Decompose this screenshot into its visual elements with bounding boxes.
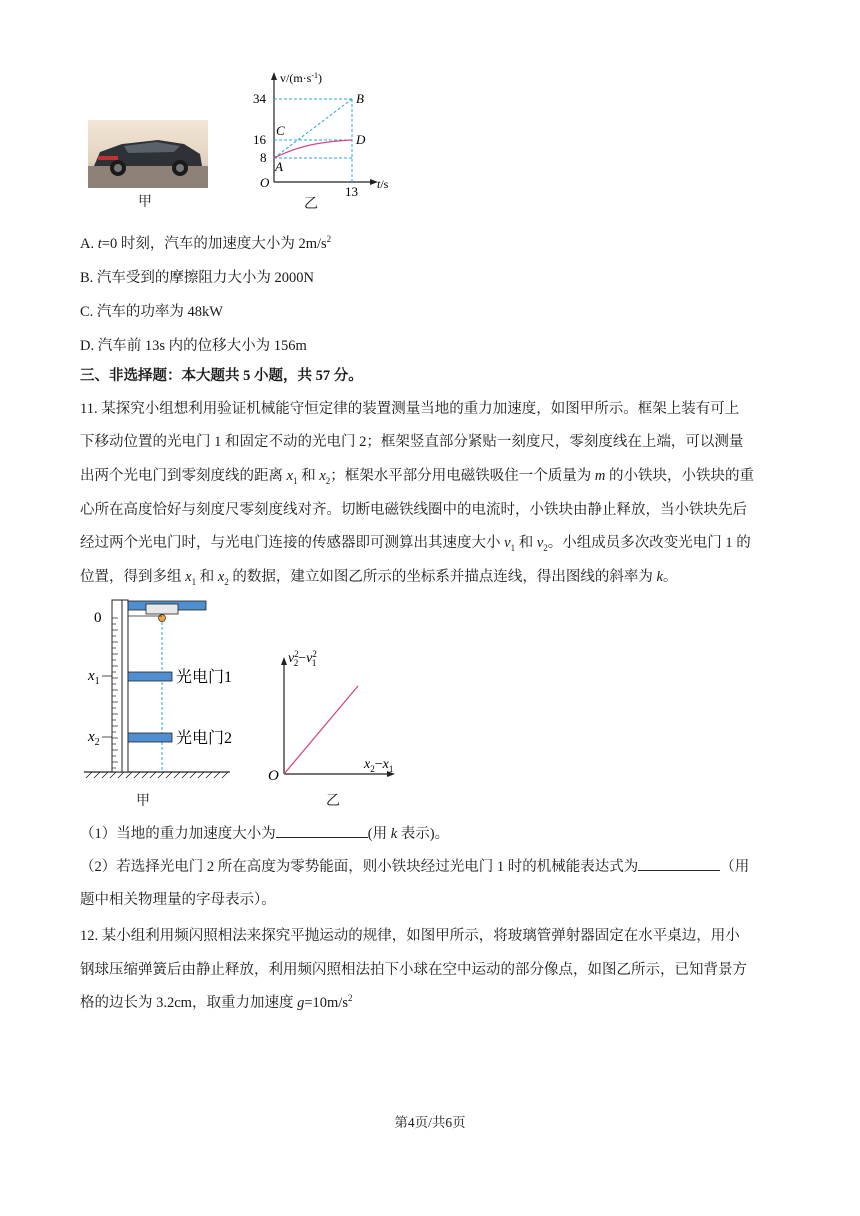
car-photo: [88, 120, 208, 188]
option-D: D. 汽车前 13s 内的位移大小为 156m: [80, 338, 307, 354]
q11-graph: [260, 640, 400, 785]
q11-line1: 11. 某探究小组想利用验证机械能守恒定律的装置测量当地的重力加速度，如图甲所示。框架上装有可上: [80, 401, 740, 417]
vt-dash-AB: [274, 99, 352, 158]
vt-x-label: t/s: [377, 177, 389, 191]
vt-point-C: C: [276, 123, 285, 138]
vt-point-D: D: [356, 132, 366, 147]
vt-y-arrow: [271, 72, 277, 80]
option-C: C. 汽车的功率为 48kW: [80, 304, 223, 320]
q11-line2: 下移动位置的光电门 1 和固定不动的光电门 2；框架竖直部分紧贴一刻度尺，零刻度线在上端，可以测量: [80, 434, 744, 450]
frame-vertical: [122, 600, 128, 772]
vt-y-label: $v/(m\cdot s^{-1})$: [280, 71, 323, 85]
q11-fig-caption-right: 乙: [326, 794, 340, 809]
q11-line5: 经过两个光电门时，与光电门连接的传感器即可测算出其速度大小 $v_1$ 和 $v_2$。小组成员多次改变光电门 1 的: [80, 535, 751, 553]
gate1: [128, 672, 172, 681]
answer-blank-1[interactable]: [276, 823, 368, 838]
vt-curve: [274, 140, 352, 158]
vt-point-B: B: [356, 91, 364, 106]
vt-graph: [250, 70, 400, 210]
vt-y-tick-34: 34: [253, 91, 266, 106]
vt-y-tick-8: 8: [260, 150, 267, 165]
q12-line1: 12. 某小组利用频闪照相法来探究平抛运动的规律，如图甲所示，将玻璃管弹射器固定在水平桌边，用小: [80, 928, 740, 944]
vt-x-tick-13: 13: [345, 184, 358, 199]
q11-line6: 位置，得到多组 $x_1$ 和 $x_2$ 的数据，建立如图乙所示的坐标系并描点连线，得出图线的斜率为 k。: [80, 569, 678, 587]
q11-fig-x1: $x_1$: [88, 668, 100, 687]
q11-y-label: $v^2$ $2-v^2$ 1: [288, 649, 317, 668]
figure1-caption-right: 乙: [304, 197, 318, 212]
q11-fig-caption-left: 甲: [136, 794, 150, 809]
option-A: A. t=0 时刻，汽车的加速度大小为 $2m/s^2$: [80, 234, 332, 252]
vt-y-tick-16: 16: [253, 132, 266, 147]
ruler: [112, 600, 122, 772]
q11-fig-gate1: 光电门1: [176, 669, 233, 686]
vt-origin: O: [260, 175, 270, 190]
q11-sub2-cont: 题中相关物理量的字母表示）。: [80, 892, 276, 908]
section3-title: 三、非选择题：本大题共 5 小题，共 57 分。: [80, 368, 363, 384]
vt-point-A: A: [275, 159, 283, 174]
electromagnet: [146, 604, 178, 614]
q12-line3: 格的边长为 3.2cm，取重力加速度 $g=10m/s^2$: [80, 993, 353, 1011]
q11-line4: 心所在高度恰好与刻度尺零刻度线对齐。切断电磁铁线圈中的电流时，小铁块由静止释放，当小铁块先后: [80, 502, 747, 518]
q11-line3: 出两个光电门到零刻度线的距离 $x_1$ 和 $x_2$；框架水平部分用电磁铁吸住一个质量为 m 的小铁块，小铁块的重: [80, 468, 754, 486]
q11-fig-zero: 0: [94, 610, 102, 626]
q11-sub2: （2）若选择光电门 2 所在高度为零势能面，则小铁块经过光电门 1 时的机械能表达式为 （用: [80, 855, 800, 876]
figure1-caption-left: 甲: [138, 195, 152, 210]
q11-fig-x2: $x_2$: [88, 729, 100, 748]
q11-origin: O: [268, 768, 279, 784]
q11-sub1: （1）当地的重力加速度大小为 (用 k 表示)。: [80, 822, 800, 843]
option-B: B. 汽车受到的摩擦阻力大小为 2000N: [80, 270, 315, 286]
q11-fig-gate2: 光电门2: [176, 730, 233, 747]
q12-line2: 钢球压缩弹簧后由静止释放，利用频闪照相法拍下小球在空中运动的部分像点，如图乙所示，已知背景方: [80, 962, 747, 978]
q11-line: [284, 686, 358, 774]
q11-apparatus: [80, 594, 260, 784]
q11-x-label: $x_2-x_1$: [364, 757, 394, 774]
page-footer: 第4页/共6页: [394, 1115, 466, 1130]
gate2: [128, 733, 172, 742]
answer-blank-2[interactable]: [638, 856, 720, 871]
iron-block: [159, 615, 166, 622]
